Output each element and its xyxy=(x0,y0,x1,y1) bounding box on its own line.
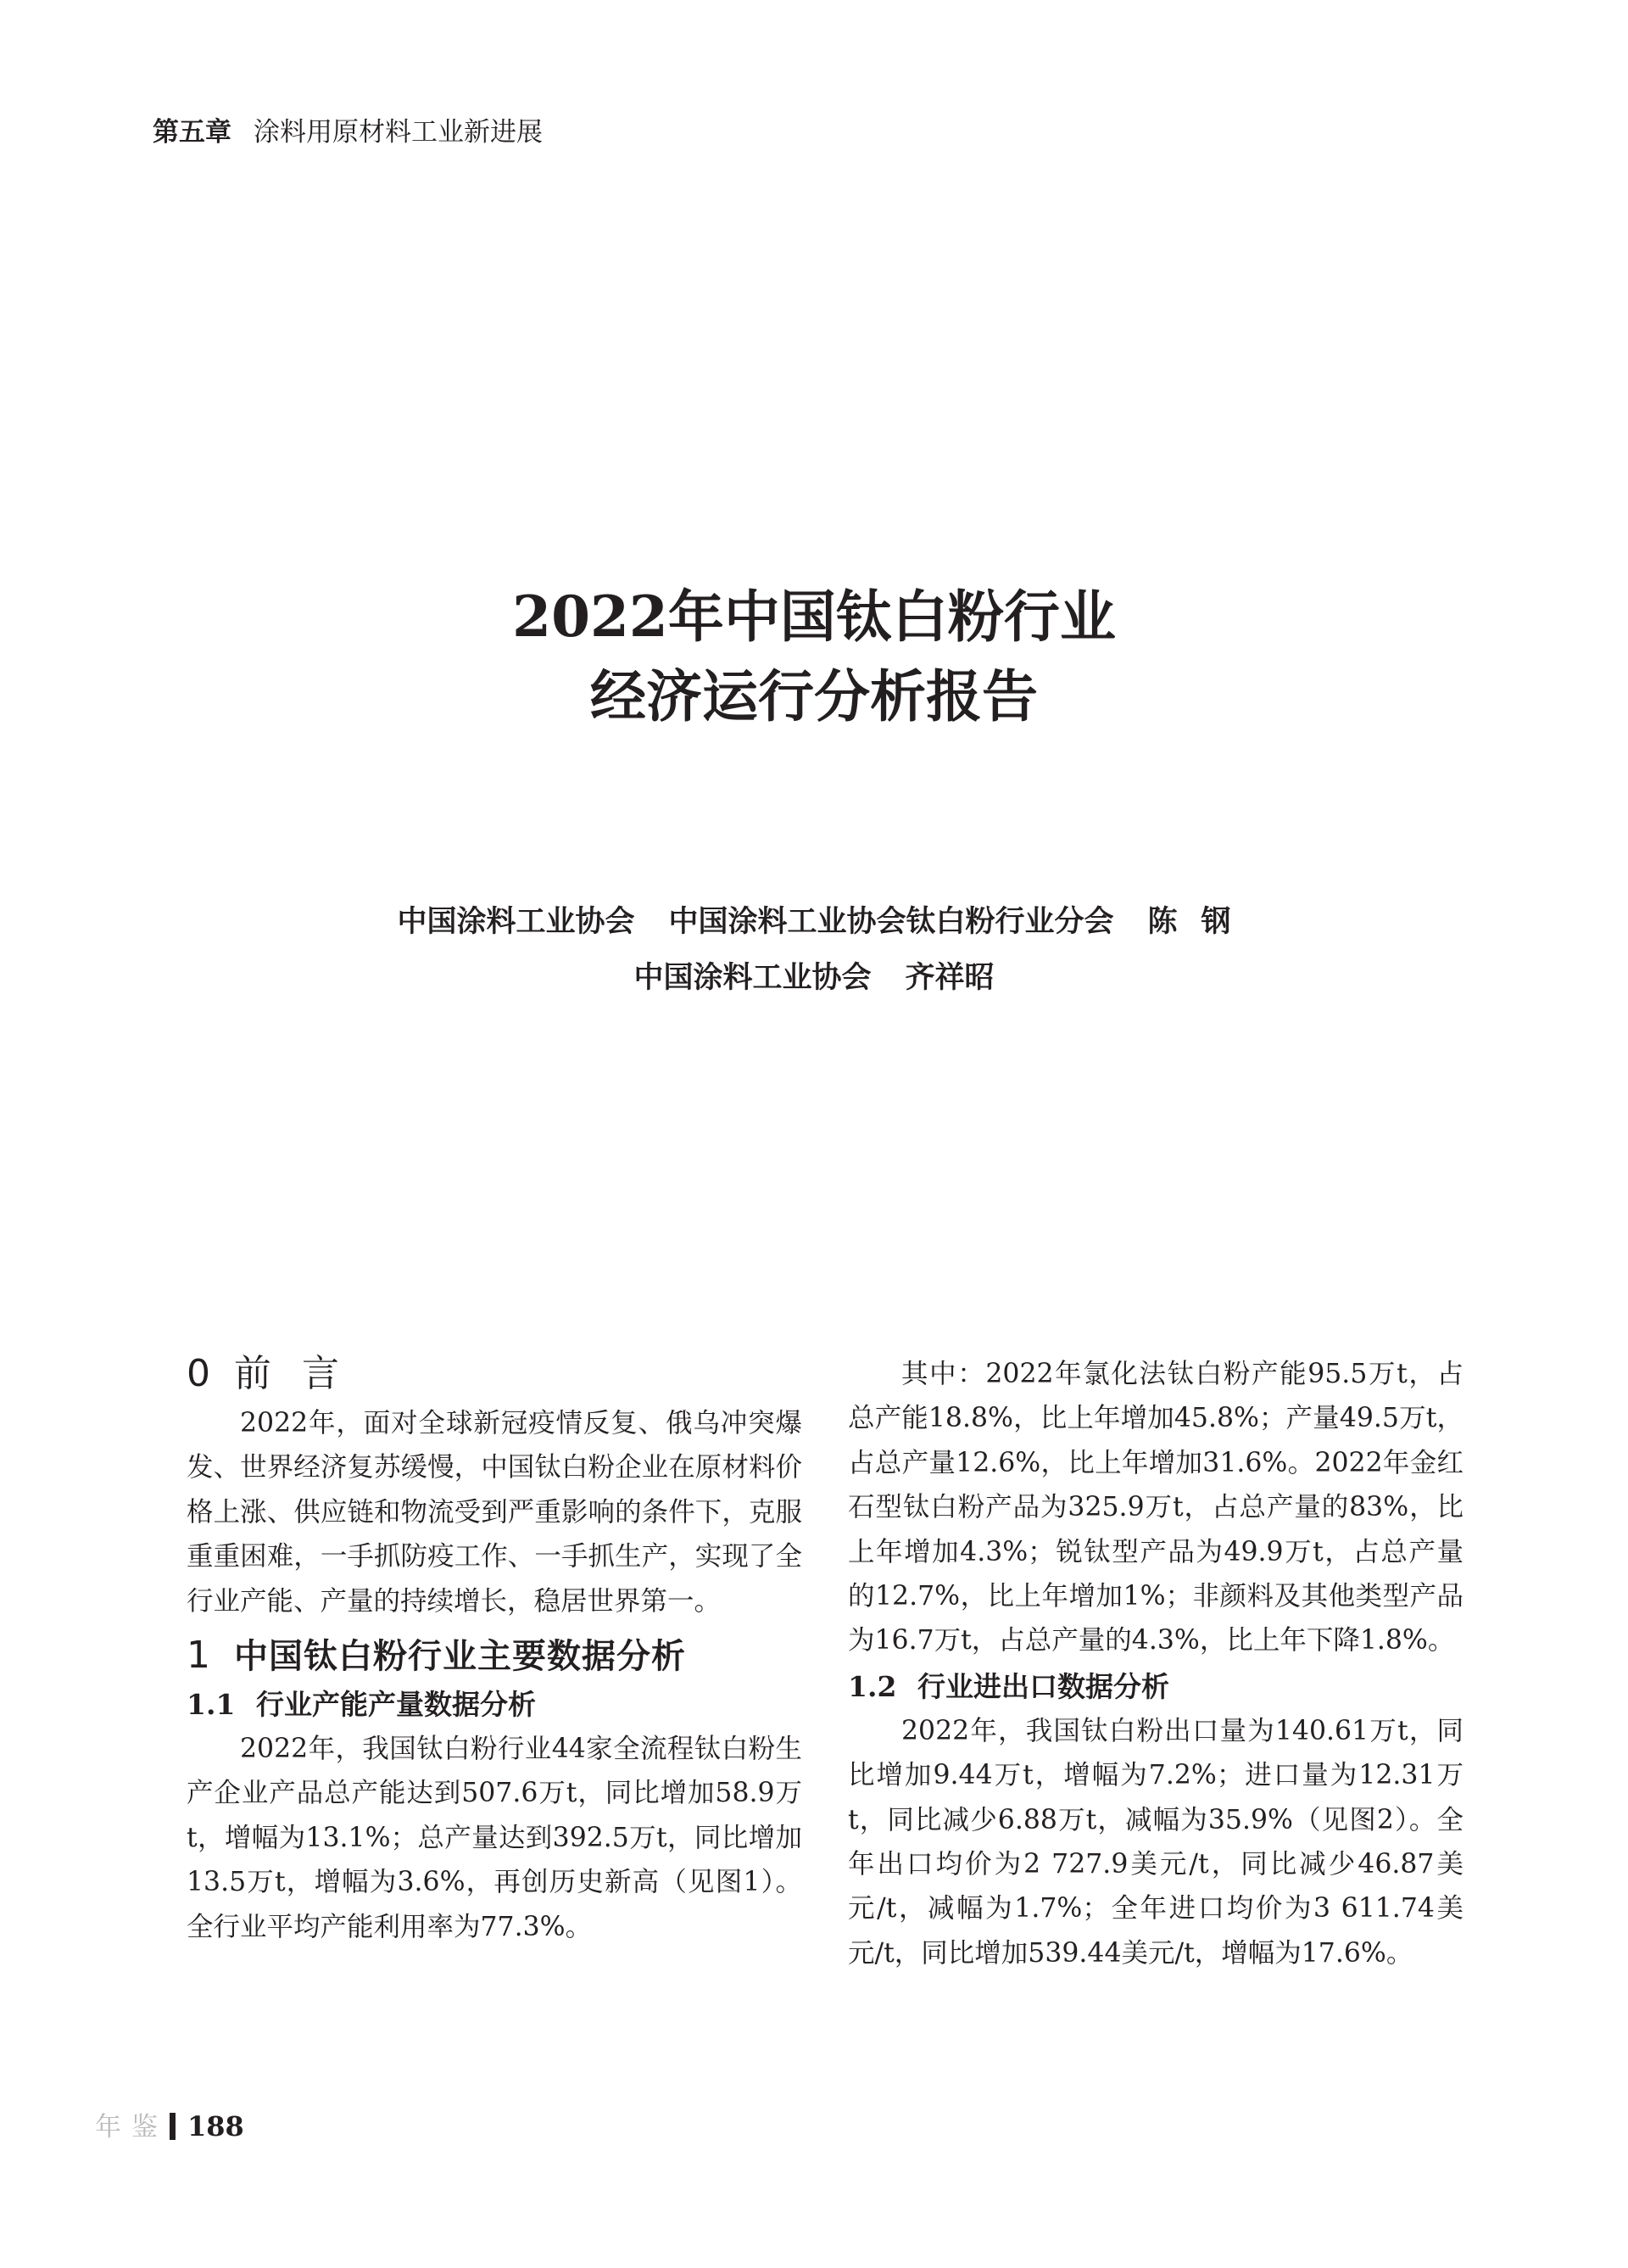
subsection-heading-1-1 xyxy=(187,1683,802,1727)
chapter-label: 第五章 xyxy=(153,117,231,148)
section-heading-1 xyxy=(187,1630,802,1683)
author-name-part: 陈 xyxy=(1147,905,1178,939)
body-paragraph: 2022年，我国钛白粉出口量为140.61万t，同比增加9.44万t，增幅为7.2%；进口量为12.31万t，同比减少6.88万t，减幅为35.9%（见图2）。全年出口均价为2 727.9美元/t，同比减少46.87美元/t，减幅为1.7%；全年进口均价为3 611.74美元/t，同比增加539.44美元/t，增幅为17.6%。 xyxy=(848,1715,1464,1969)
article-title xyxy=(0,577,1628,736)
chapter-title: 涂料用原材料工业新进展 xyxy=(254,117,543,148)
author-affiliation: 中国涂料工业协会 xyxy=(633,961,872,995)
left-column xyxy=(187,1349,802,1949)
article-title-line-2: 经济运行分析报告 xyxy=(590,663,1038,729)
page-number: 188 xyxy=(187,2110,244,2142)
article-title-line-1: 2022年中国钛白粉行业 xyxy=(512,584,1116,650)
footer-label: 年鉴 xyxy=(95,2112,168,2142)
author-affiliation: 中国涂料工业协会 xyxy=(397,905,635,939)
page-footer xyxy=(95,2105,244,2143)
running-header xyxy=(153,110,543,148)
section-number: 0 xyxy=(187,1352,210,1395)
right-column xyxy=(848,1349,1464,1975)
subsection-title: 行业进出口数据分析 xyxy=(917,1669,1169,1703)
footer-divider xyxy=(170,2113,176,2140)
subsection-number: 1.2 xyxy=(848,1669,897,1703)
body-paragraph: 其中：2022年氯化法钛白粉产能95.5万t，占总产能18.8%，比上年增加45.8%；产量49.5万t，占总产量12.6%，比上年增加31.6%。2022年金红石型钛白粉产品为325.9万t，占总产量的83%，比上年增加4.3%；锐钛型产品为49.9万t，占总产量的12.7%，比上年增加1%；非颜料及其他类型产品为16.7万t，占总产量的4.3%，比上年下降1.8%。 xyxy=(848,1359,1464,1656)
author-block xyxy=(0,894,1628,1006)
subsection-title: 行业产能产量数据分析 xyxy=(256,1688,536,1722)
section-title: 前言 xyxy=(234,1352,370,1395)
author-line-1 xyxy=(0,894,1628,950)
author-name: 齐祥昭 xyxy=(905,961,995,995)
section-heading-0 xyxy=(187,1349,802,1401)
author-line-2 xyxy=(0,950,1628,1006)
subsection-number: 1.1 xyxy=(187,1688,236,1722)
section-title: 中国钛白粉行业主要数据分析 xyxy=(234,1637,686,1677)
subsection-heading-1-2 xyxy=(848,1665,1464,1709)
section-number: 1 xyxy=(187,1634,210,1678)
body-paragraph: 2022年，面对全球新冠疫情反复、俄乌冲突爆发、世界经济复苏缓慢，中国钛白粉企业在原材料价格上涨、供应链和物流受到严重影响的条件下，克服重重困难，一手抓防疫工作、一手抓生产，实现了全行业产能、产量的持续增长，稳居世界第一。 xyxy=(187,1408,802,1617)
body-paragraph: 2022年，我国钛白粉行业44家全流程钛白粉生产企业产品总产能达到507.6万t，同比增加58.9万t，增幅为13.1%；总产量达到392.5万t，同比增加13.5万t，增幅为3.6%，再创历史新高（见图1）。全行业平均产能利用率为77.3%。 xyxy=(187,1734,802,1942)
author-affiliation: 中国涂料工业协会钛白粉行业分会 xyxy=(668,905,1114,939)
author-name-part: 钢 xyxy=(1201,905,1231,939)
